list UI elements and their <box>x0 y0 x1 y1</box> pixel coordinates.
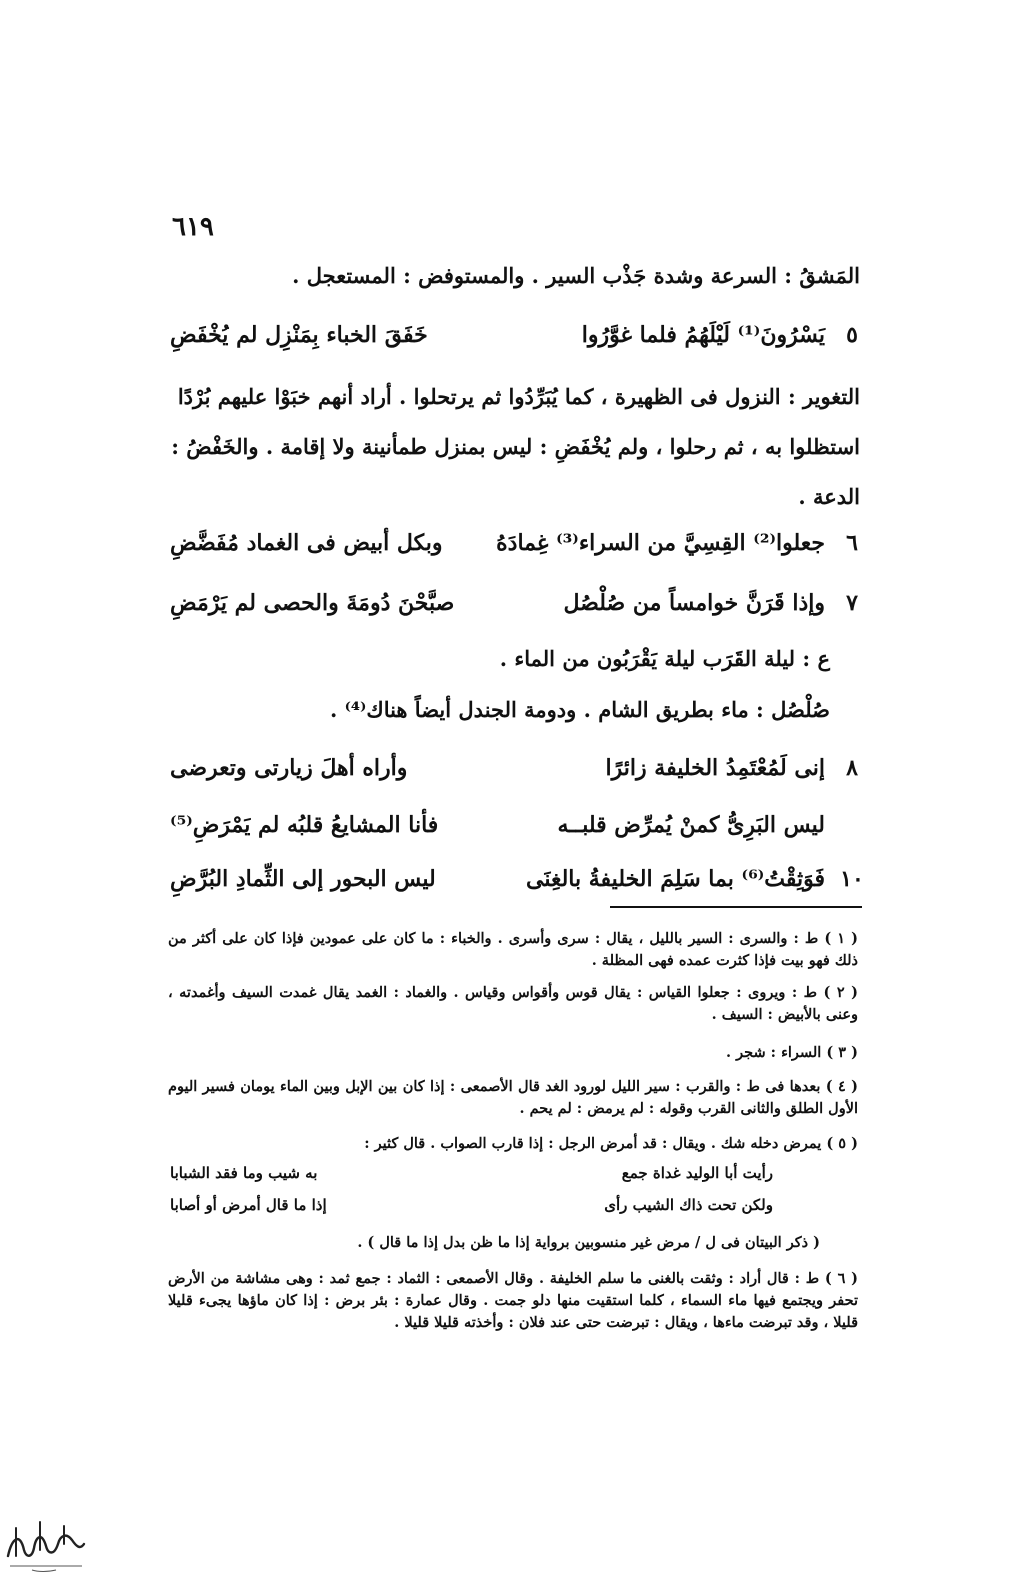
verse-second-hemistich: خَفَقَ الخباء بِمَنْزِل لم يُخْفَضِ <box>170 322 428 348</box>
poem-line-2-first: ولكن تحت ذاك الشيب رأى <box>604 1196 773 1214</box>
verse-first-hemistich: يَسْرُونَ⁽¹⁾ لَيْلَهُمُ فلما غوَّرُوا <box>581 322 825 348</box>
footnote-3: ( ٣ ) السراء : شجر . <box>726 1044 858 1061</box>
verse-first-hemistich: ليس البَرِىُّ كمنْ يُمرِّض قلبــه <box>557 812 825 838</box>
footnote-5: ( ٥ ) يمرض دخله شك . ويقال : قد أمرض الرجل : إذا قارب الصواب . قال كثير : <box>364 1135 858 1152</box>
verse-9 <box>170 812 865 852</box>
page-number: ٦١٩ <box>172 212 214 242</box>
verse-first-hemistich: فَوَثِقْتُ⁽⁶⁾ بما سَلِمَ الخليفةُ بالغِنَى <box>525 866 825 892</box>
explanation-sulsul: صُلْصُل : ماء بطريق الشام . ودومة الجندل أيضاً هناك⁽⁴⁾ . <box>330 697 830 722</box>
verse-6 <box>170 530 865 570</box>
verse-10 <box>170 866 865 906</box>
verse-first-hemistich: وإذا قَرَنَّ خوامساً من صُلْصُل <box>563 590 825 616</box>
footnote-2: ( ٢ ) ط : ويروى : جعلوا القياس : يقال قوس وأقواس وقياس . والغماد : الغمد يقال غمدت السيف وأغمدته ، وعنى بالأبيض : السيف . <box>168 984 858 1023</box>
verse-second-hemistich: وأراه أهلَ زيارتى وتعرضى <box>170 755 408 781</box>
verse-second-hemistich: ليس البحور إلى الثِّمادِ البُرَّضِ <box>170 866 436 892</box>
footnote-4: ( ٤ ) بعدها فى ط : والقرب : سير الليل لورود الغد قال الأصمعى : إذا كان بين الإبل وبين الماء يومان فسير اليوم الأول الطلق والثانى القرب وقوله : لم يرمض : لم يحم . <box>168 1078 858 1117</box>
verse-second-hemistich: وبكل أبيض فى الغماد مُفَضَّضِ <box>170 530 443 556</box>
verse-second-hemistich: صبَّحْنَ دُومَةَ والحصى لم يَرْمَضِ <box>170 590 455 616</box>
verse-5 <box>170 322 865 362</box>
verse-8 <box>170 755 865 795</box>
footnote-1: ( ١ ) ط : والسرى : السير بالليل ، يقال : سرى وأسرى . والخباء : ما كان على عمودين فإذا كان على أكثر من ذلك فهو بيت فإذا كثرت عمده فهى المظلة . <box>168 930 858 969</box>
verse-number: ١٠ <box>840 866 864 892</box>
verse-first-hemistich: جعلوا⁽²⁾ القِسِيَّ من السراء⁽³⁾ غِمادَهُ <box>496 530 825 556</box>
verse-second-hemistich: فأنا المشايعُ قلبُه لم يَمْرَضِ⁽⁵⁾ <box>170 812 439 838</box>
footnote-divider <box>610 906 862 908</box>
poem-line-1-second: به شيب وما فقد الشبابا <box>170 1164 318 1182</box>
poem-line-2-second: إذا ما قال أمرض أو أصابا <box>170 1196 327 1214</box>
verse-number: ٧ <box>846 590 858 616</box>
watermark-logo <box>2 1510 88 1576</box>
verse-first-hemistich: إنى لَمُعْتَمِدُ الخليفة زائرًا <box>605 755 825 781</box>
verse-7 <box>170 590 865 630</box>
intro-line: المَشقُ : السرعة وشدة جَذْب السير . والمستوفض : المستعجل . <box>292 263 860 288</box>
explanation-taghwir: التغوير : النزول فى الظهيرة ، كما يُبَرِّدُوا ثم يرتحلوا . أراد أنهم خبَوْا عليهم بُرْدًا استظلوا به ، ثم رحلوا ، ولم يُخْفَضِ : ليس بمنزل طمأنينة ولا إقامة . والخَفْضُ : الدعة . <box>171 384 860 509</box>
footnote-5-note: ( ذكر البيتان فى ل / مرض غير منسوبين برواية إذا ما ظن بدل إذا ما قال ) . <box>357 1234 820 1251</box>
poem-line-1-first: رأيت أبا الوليد غداة جمع <box>621 1164 773 1182</box>
verse-number: ٨ <box>846 755 858 781</box>
explanation-qarab: ع : ليلة القَرَب ليلة يَقْرَبُون من الماء . <box>499 646 830 671</box>
verse-number: ٥ <box>846 322 858 348</box>
verse-number: ٦ <box>846 530 858 556</box>
footnote-6: ( ٦ ) ط : قال أراد : وثقت بالغنى ما سلم الخليفة . وقال الأصمعى : الثماد : جمع ثمد : وهى مشاشة من الأرض تحفر ويجتمع فيها ماء السماء ، كلما استقيت منها دلو جمت . وقال عمارة : بئر برض : إذا كان ماؤها يجىء قليلا قليلا ، وقد تبرضت ماءها ، ويقال : تبرضت حتى عند فلان : وأخذته قليلا قليلا . <box>168 1270 858 1331</box>
